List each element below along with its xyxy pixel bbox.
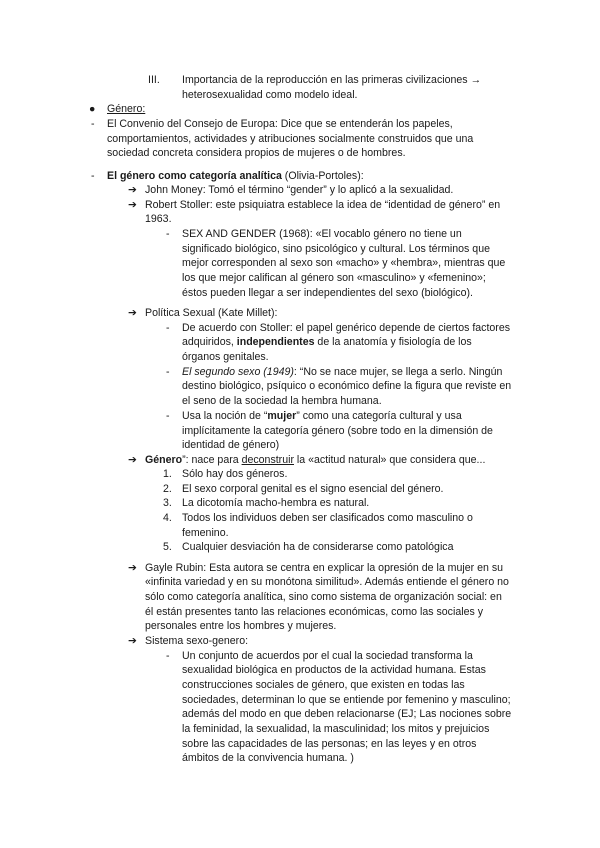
text-line: «infinita variedad y en su monótona similitud». Además entiende el género no bbox=[145, 576, 509, 588]
arrow-icon: ➔ bbox=[128, 454, 137, 466]
text-line: él están presentes tanto las relaciones económicas, como las sociales y bbox=[145, 606, 483, 618]
text-line: Robert Stoller: este psiquiatra establece la idea de “identidad de género” en bbox=[145, 199, 501, 211]
arrow-icon: ➔ bbox=[128, 199, 137, 211]
text-line: la feminidad, la sexualidad, la masculinidad; los mitos y prejuicios bbox=[182, 723, 490, 735]
text-line: implícitamente la categoría género (sobre todo en la dimensión de bbox=[182, 425, 493, 437]
text-line: Género”: nace para deconstruir la «actitud natural» que considera que... bbox=[145, 454, 486, 466]
text-line: sólo como categoría analítica, sino como sistema de organización social: en bbox=[145, 591, 502, 603]
list-number: 3. bbox=[163, 497, 172, 509]
section-heading-genero: Género: bbox=[107, 103, 146, 115]
dash-marker: - bbox=[166, 410, 170, 422]
text-line: comportamientos, actividades y atribuciones socialmente construidos que una bbox=[107, 133, 474, 145]
text-line: Sistema sexo-genero: bbox=[145, 635, 249, 647]
text-line: sexualidad biológica en productos de la actividad humana. Estas bbox=[182, 664, 486, 676]
dash-marker: - bbox=[166, 228, 170, 240]
text-line: el seno de la sociedad la hembra humana. bbox=[182, 395, 382, 407]
text-line: El segundo sexo (1949): “No se nace mujer, se llega a serlo. Ningún bbox=[182, 366, 503, 378]
text-line: los que mejor califican al género son «masculino» y «femenino»; bbox=[182, 272, 486, 284]
text-line: heterosexualidad como modelo ideal. bbox=[182, 89, 358, 101]
text-line: mejor corresponden al sexo son «macho» y «hembra», mientras que bbox=[182, 257, 506, 269]
text-line: Importancia de la reproducción en las primeras civilizaciones → bbox=[182, 74, 482, 86]
text-line: Usa la noción de “mujer” como una categoría cultural y usa bbox=[182, 410, 462, 422]
dash-marker: - bbox=[166, 366, 170, 378]
list-item: El sexo corporal genital es el signo esencial del género. bbox=[182, 483, 444, 495]
text-line: John Money: Tomó el término “gender” y lo aplicó a la sexualidad. bbox=[145, 184, 454, 196]
text-line: Un conjunto de acuerdos por el cual la sociedad transforma la bbox=[182, 650, 473, 662]
text-line: ámbitos de la convivencia humana. ) bbox=[182, 752, 354, 764]
list-number: 4. bbox=[163, 512, 172, 524]
list-number: 2. bbox=[163, 483, 172, 495]
text-line: órganos genitales. bbox=[182, 351, 269, 363]
subsection-heading: El género como categoría analítica (Olivia-Portoles): bbox=[107, 170, 364, 182]
text-line: De acuerdo con Stoller: el papel genérico depende de ciertos factores bbox=[182, 322, 511, 334]
arrow-icon: ➔ bbox=[128, 562, 137, 574]
text-line: Gayle Rubin: Esta autora se centra en explicar la opresión de la mujer en su bbox=[145, 562, 504, 574]
list-item: La dicotomía macho-hembra es natural. bbox=[182, 497, 370, 509]
text-line: sociedad concreta considera propios de mujeres o de hombres. bbox=[107, 147, 406, 159]
list-number: 5. bbox=[163, 541, 172, 553]
arrow-icon: ➔ bbox=[128, 307, 137, 319]
text-line: 1963. bbox=[145, 213, 172, 225]
list-item: Cualquier desviación ha de considerarse como patológica bbox=[182, 541, 454, 553]
list-item: Todos los individuos deben ser clasificados como masculino o bbox=[182, 512, 473, 524]
dash-marker: - bbox=[166, 322, 170, 334]
text-line: SEX AND GENDER (1968): «El vocablo género no tiene un bbox=[182, 228, 462, 240]
list-number: 1. bbox=[163, 468, 172, 480]
text-line: adquiridos, independientes de la anatomía y fisiología de los bbox=[182, 336, 472, 348]
dash-marker: - bbox=[166, 650, 170, 662]
text-line: sobre las capacidades de las personas; en las leyes y en otros bbox=[182, 738, 477, 750]
text-line: personales entre los hombres y mujeres. bbox=[145, 620, 337, 632]
dash-marker: - bbox=[91, 118, 95, 130]
dash-marker: - bbox=[91, 170, 95, 182]
arrow-icon: ➔ bbox=[128, 635, 137, 647]
text-line: significado biológico, sino psicológico y cultural. Los términos que bbox=[182, 243, 490, 255]
text-line: identidad de género) bbox=[182, 439, 280, 451]
list-item: Sólo hay dos géneros. bbox=[182, 468, 288, 480]
text-line: además del modo en que deben relacionarse (EJ; Las nociones sobre bbox=[182, 708, 512, 720]
text-line: Política Sexual (Kate Millet): bbox=[145, 307, 278, 319]
arrow-icon: ➔ bbox=[128, 184, 137, 196]
bullet-icon: ● bbox=[89, 103, 96, 115]
text-line: destino biológico, psíquico o económico define la figura que reviste en bbox=[182, 380, 512, 392]
text-line: sociedades, determinan lo que se entiende por femenino y masculino; bbox=[182, 694, 511, 706]
roman-numeral: III. bbox=[148, 74, 160, 86]
text-line: éstos pueden llegar a ser independientes del sexo (biológico). bbox=[182, 287, 473, 299]
text-line: construcciones sociales de género, que existen en todas las bbox=[182, 679, 465, 691]
text-line: El Convenio del Consejo de Europa: Dice que se entenderán los papeles, bbox=[107, 118, 453, 130]
list-item: femenino. bbox=[182, 527, 229, 539]
